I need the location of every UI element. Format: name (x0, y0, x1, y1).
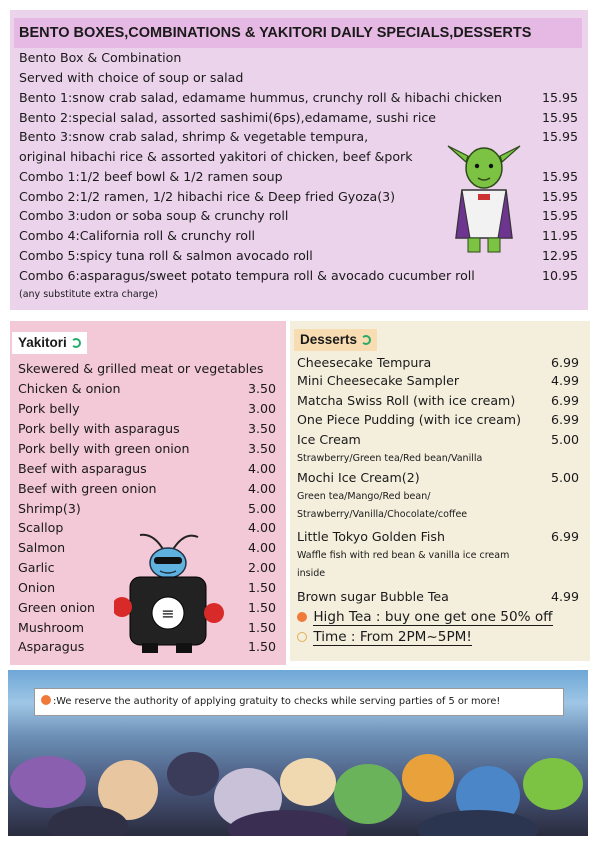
menu-item-price: 5.00 (247, 501, 276, 516)
gratuity-notice-text: :We reserve the authority of applying gratuity to checks while serving parties of 5 or more! (53, 696, 501, 707)
menu-item-price: 6.99 (550, 393, 579, 408)
menu-item-name: Garlic (18, 560, 55, 575)
menu-item-price: 11.95 (541, 228, 578, 243)
menu-item-name: One Piece Pudding (with ice cream) (297, 412, 521, 427)
fish-description: inside (297, 568, 326, 579)
menu-item-price: 3.50 (247, 381, 276, 396)
menu-item-price: 10.95 (541, 268, 578, 283)
menu-item-price: 4.00 (247, 481, 276, 496)
character-illustration-blue (114, 529, 224, 657)
menu-item-name: Combo 4:California roll & crunchy roll (19, 228, 255, 243)
section-title-desserts (294, 329, 377, 351)
menu-item-name: Brown sugar Bubble Tea (297, 589, 449, 604)
menu-item-name: Combo 6:asparagus/sweet potato tempura roll & avocado cucumber roll (19, 268, 475, 283)
menu-item-price: 1.50 (247, 580, 276, 595)
menu-item-price: 12.95 (541, 248, 578, 263)
menu-item-name: Salmon (18, 540, 66, 555)
menu-item-name: Onion (18, 580, 56, 595)
menu-item-price: 6.99 (550, 529, 579, 544)
menu-item-name: Beef with asparagus (18, 461, 147, 476)
bento-intro-sub: Served with choice of soup or salad (19, 70, 244, 85)
time-text: : From 2PM~5PM! (346, 629, 472, 645)
menu-item-price: 15.95 (541, 169, 578, 184)
desserts-section (290, 321, 590, 661)
menu-item-name: Matcha Swiss Roll (with ice cream) (297, 393, 516, 408)
menu-item-price: 4.99 (550, 373, 579, 388)
menu-item-name: Little Tokyo Golden Fish (297, 529, 445, 544)
time-promo (297, 628, 472, 646)
menu-item-name: Green onion (18, 600, 96, 615)
menu-item-price: 1.50 (247, 639, 276, 654)
bento-intro: Bento Box & Combination (19, 50, 182, 65)
menu-item-price: 3.50 (247, 421, 276, 436)
ice-cream-flavors: Strawberry/Green tea/Red bean/Vanilla (297, 453, 483, 464)
fish-description: Waffle fish with red bean & vanilla ice cream (297, 550, 510, 561)
menu-item-name: Pork belly with green onion (18, 441, 190, 456)
menu-item-name: Bento 2:special salad, assorted sashimi(6ps),edamame, sushi rice (19, 110, 437, 125)
yakitori-title-text: Yakitori (18, 335, 67, 350)
substitute-note: (any substitute extra charge) (19, 289, 158, 300)
section-title-yakitori (12, 332, 87, 354)
menu-item-name: Ice Cream (297, 432, 361, 447)
menu-item-name: Bento 3:snow crab salad, shrimp & vegetable tempura, (19, 129, 369, 144)
menu-item-price: 1.50 (247, 620, 276, 635)
menu-item-name: Combo 1:1/2 beef bowl & 1/2 ramen soup (19, 169, 283, 184)
menu-item-name: Mushroom (18, 620, 84, 635)
menu-item-name: Pork belly (18, 401, 80, 416)
clock-icon (297, 632, 307, 642)
high-tea-text: : buy one get one 50% off (371, 609, 553, 625)
menu-item-name: Shrimp(3) (18, 501, 81, 516)
menu-item-price: 15.95 (541, 90, 578, 105)
mochi-flavors: Green tea/Mango/Red bean/ (297, 491, 431, 502)
menu-item-price: 1.50 (247, 600, 276, 615)
section-title-bento: BENTO BOXES,COMBINATIONS & YAKITORI DAILY SPECIALS,DESSERTS (14, 18, 582, 48)
yakitori-section (10, 321, 286, 665)
menu-item-price: 5.00 (550, 470, 579, 485)
menu-item-name: Mochi Ice Cream(2) (297, 470, 420, 485)
menu-item-price: 6.99 (550, 355, 579, 370)
menu-item-name: Bento 1:snow crab salad, edamame hummus, crunchy roll & hibachi chicken (19, 90, 503, 105)
menu-item-price: 15.95 (541, 208, 578, 223)
gratuity-notice (34, 688, 564, 716)
menu-item-price: 3.50 (247, 441, 276, 456)
menu-item-name: Cheesecake Tempura (297, 355, 432, 370)
menu-item-price: 6.99 (550, 412, 579, 427)
mochi-flavors: Strawberry/Vanilla/Chocolate/coffee (297, 509, 468, 520)
menu-item-price: 3.00 (247, 401, 276, 416)
character-illustration-green (442, 138, 526, 256)
menu-item-name: Combo 5:spicy tuna roll & salmon avocado roll (19, 248, 313, 263)
menu-item-name: original hibachi rice & assorted yakitori of chicken, beef &pork (19, 149, 413, 164)
menu-item-name: Combo 2:1/2 ramen, 1/2 hibachi rice & Deep fried Gyoza(3) (19, 189, 396, 204)
menu-item-name: Pork belly with asparagus (18, 421, 180, 436)
menu-item-price: 15.95 (541, 129, 578, 144)
spiral-icon (361, 335, 371, 345)
svg-text:≡: ≡ (161, 604, 175, 623)
menu-item-price: 5.00 (550, 432, 579, 447)
spiral-icon (71, 338, 81, 348)
menu-item-name: Chicken & onion (18, 381, 121, 396)
time-label: Time (313, 629, 347, 645)
menu-item-price: 15.95 (541, 189, 578, 204)
menu-item-price: 4.00 (247, 461, 276, 476)
circle-bullet-icon (297, 612, 307, 622)
circle-bullet-icon (41, 695, 51, 705)
menu-item-price: 4.00 (247, 520, 276, 535)
high-tea-label: High Tea (313, 609, 372, 625)
menu-item-name: Scallop (18, 520, 64, 535)
menu-item-price: 4.99 (550, 589, 579, 604)
high-tea-promo (297, 608, 553, 626)
yakitori-subtitle: Skewered & grilled meat or vegetables (18, 361, 264, 376)
menu-item-name: Asparagus (18, 639, 85, 654)
menu-item-name: Beef with green onion (18, 481, 157, 496)
menu-item-name: Mini Cheesecake Sampler (297, 373, 460, 388)
desserts-title-text: Desserts (300, 332, 358, 347)
menu-item-price: 4.00 (247, 540, 276, 555)
background-illustration (8, 670, 588, 836)
menu-item-price: 15.95 (541, 110, 578, 125)
menu-item-price: 2.00 (247, 560, 276, 575)
menu-item-name: Combo 3:udon or soba soup & crunchy roll (19, 208, 289, 223)
bento-section (10, 10, 588, 310)
